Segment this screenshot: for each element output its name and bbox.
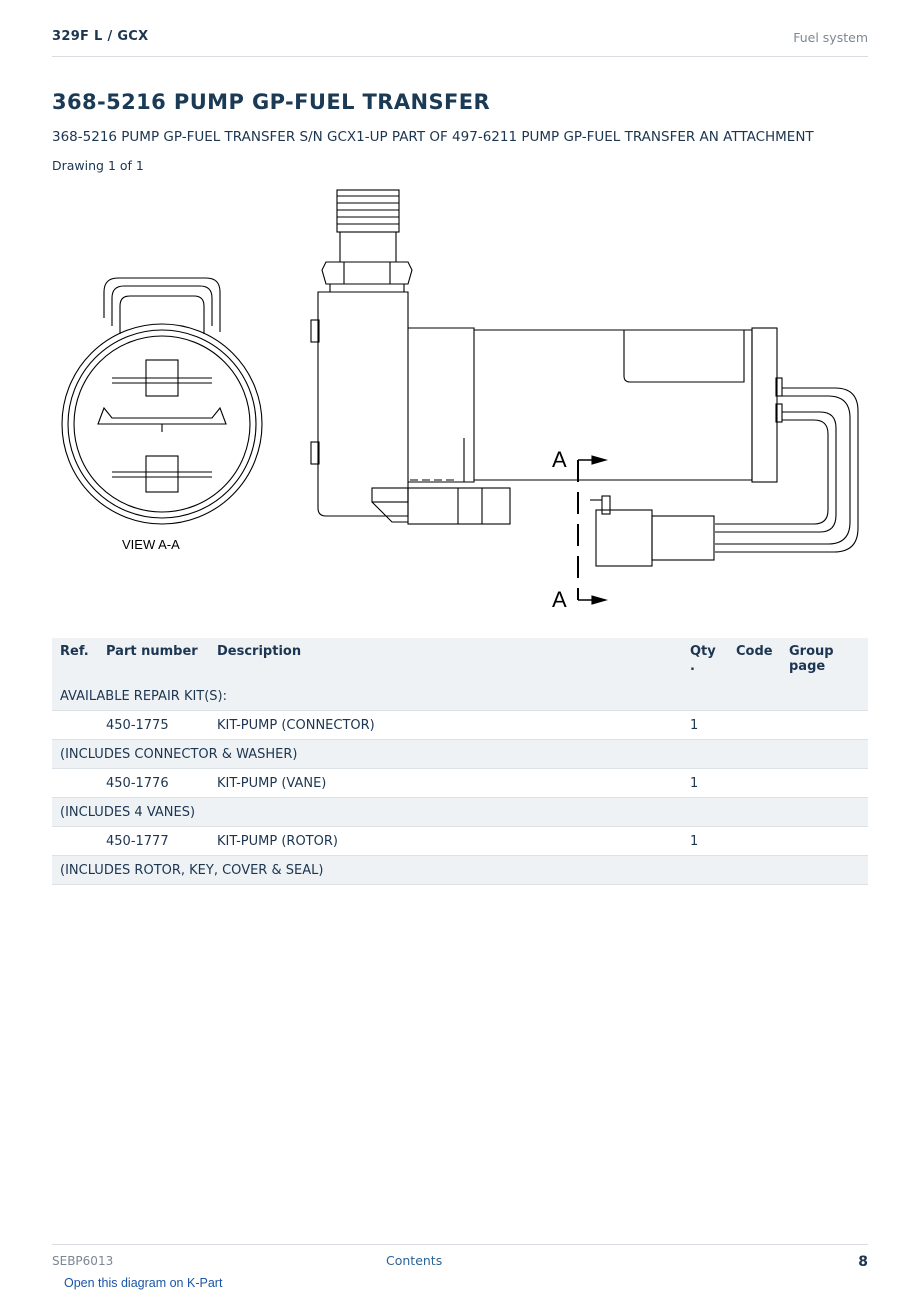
description-cell: KIT-PUMP (ROTOR) — [209, 827, 682, 856]
page-number: 8 — [858, 1254, 868, 1270]
table-row — [52, 769, 868, 798]
table-header-row — [52, 638, 868, 682]
parts-table — [52, 638, 868, 885]
qty-cell: 1 — [682, 769, 728, 798]
parts-diagram — [52, 180, 868, 620]
table-group-row — [52, 856, 868, 885]
col-description: Description — [209, 638, 682, 682]
section-marker-top: A — [552, 447, 567, 472]
page-title: 368-5216 PUMP GP-FUEL TRANSFER — [52, 90, 491, 114]
open-in-kpart-link[interactable]: Open this diagram on K-Part — [64, 1276, 223, 1290]
description-cell: KIT-PUMP (CONNECTOR) — [209, 711, 682, 740]
code-cell — [728, 827, 781, 856]
group-page-cell — [781, 711, 868, 740]
code-cell — [728, 711, 781, 740]
group-page-cell — [781, 769, 868, 798]
code-cell — [728, 769, 781, 798]
group-note: AVAILABLE REPAIR KIT(S): — [52, 682, 868, 711]
table-group-row — [52, 798, 868, 827]
group-note: (INCLUDES CONNECTOR & WASHER) — [52, 740, 868, 769]
description-cell: KIT-PUMP (VANE) — [209, 769, 682, 798]
table-group-row — [52, 682, 868, 711]
group-page-cell — [781, 827, 868, 856]
part-number-cell: 450-1775 — [98, 711, 209, 740]
ref-cell — [52, 711, 98, 740]
document-id: SEBP6013 — [52, 1254, 114, 1268]
qty-cell: 1 — [682, 827, 728, 856]
table-row — [52, 827, 868, 856]
part-number-cell: 450-1776 — [98, 769, 209, 798]
col-part-number: Part number — [98, 638, 209, 682]
section-marker-bottom: A — [552, 587, 567, 612]
ref-cell — [52, 827, 98, 856]
col-qty: Qty . — [682, 638, 728, 682]
group-note: (INCLUDES ROTOR, KEY, COVER & SEAL) — [52, 856, 868, 885]
group-note: (INCLUDES 4 VANES) — [52, 798, 868, 827]
page-header — [52, 0, 868, 57]
drawing-count: Drawing 1 of 1 — [52, 158, 144, 173]
col-group-page: Group page — [781, 638, 868, 682]
connector-end-view — [62, 278, 262, 552]
col-ref: Ref. — [52, 638, 98, 682]
part-number-cell: 450-1777 — [98, 827, 209, 856]
view-label: VIEW A-A — [122, 537, 180, 552]
table-group-row — [52, 740, 868, 769]
col-code: Code — [728, 638, 781, 682]
machine-model: 329F L / GCX — [52, 29, 149, 44]
page-subtitle: 368-5216 PUMP GP-FUEL TRANSFER S/N GCX1-UP PART OF 497-6211 PUMP GP-FUEL TRANSFER AN ATTACHMENT — [52, 129, 814, 145]
section-name: Fuel system — [793, 30, 868, 45]
qty-cell: 1 — [682, 711, 728, 740]
contents-link[interactable]: Contents — [386, 1253, 443, 1268]
pump-side-view — [311, 190, 858, 612]
ref-cell — [52, 769, 98, 798]
table-row — [52, 711, 868, 740]
